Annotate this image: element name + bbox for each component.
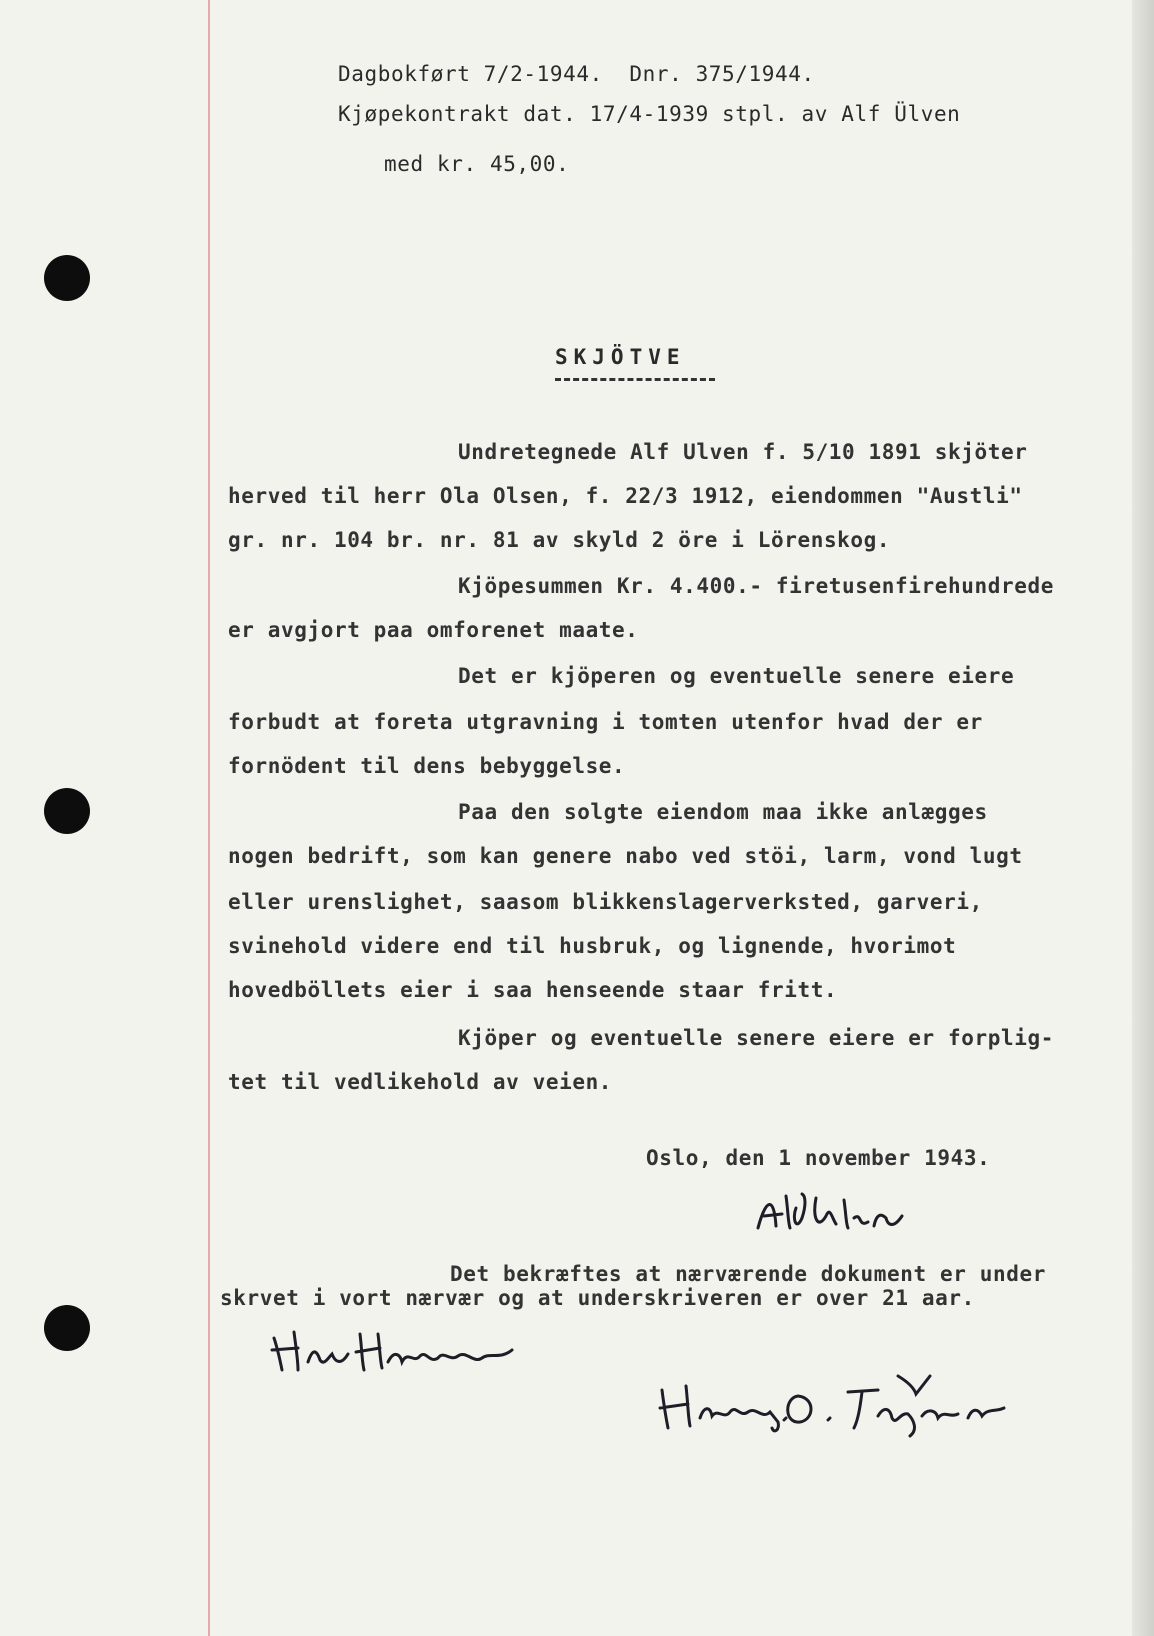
attestation-line-2: skrvet i vort nærvær og at underskriveren er over 21 aar.: [220, 1286, 975, 1310]
body-line: Kjöpesummen Kr. 4.400.- firetusenfirehundrede: [458, 574, 1054, 598]
page-edge: [1132, 0, 1154, 1636]
body-line: fornödent til dens bebyggelse.: [228, 754, 626, 778]
witness-signature-2: [652, 1368, 1012, 1438]
body-line: Det er kjöperen og eventuelle senere eiere: [458, 664, 1015, 688]
document-title: SKJÖTVE: [555, 345, 686, 369]
body-line: hovedböllets eier i saa henseende staar fritt.: [228, 978, 838, 1002]
body-line: tet til vedlikehold av veien.: [228, 1070, 613, 1094]
registration-line-3: med kr. 45,00.: [384, 152, 570, 176]
body-line: nogen bedrift, som kan genere nabo ved stöi, larm, vond lugt: [228, 844, 1023, 868]
body-line: eller urenslighet, saasom blikkenslagerverksted, garveri,: [228, 890, 983, 914]
body-line: gr. nr. 104 br. nr. 81 av skyld 2 öre i Lörenskog.: [228, 528, 891, 552]
punch-hole: [44, 788, 90, 834]
body-line: Undretegnede Alf Ulven f. 5/10 1891 skjöter: [458, 440, 1028, 464]
body-line: forbudt at foreta utgravning i tomten utenfor hvad der er: [228, 710, 983, 734]
margin-line: [208, 0, 210, 1636]
body-line: Kjöper og eventuelle senere eiere er forplig-: [458, 1026, 1054, 1050]
attestation-line-1: Det bekræftes at nærværende dokument er under: [450, 1262, 1046, 1286]
body-line: svinehold videre end til husbruk, og lignende, hvorimot: [228, 934, 957, 958]
title-underline: [555, 378, 715, 381]
body-line: herved til herr Ola Olsen, f. 22/3 1912, eiendommen "Austli": [228, 484, 1023, 508]
punch-hole: [44, 255, 90, 301]
registration-line-1: Dagbokført 7/2-1944. Dnr. 375/1944.: [338, 62, 815, 86]
body-line: Paa den solgte eiendom maa ikke anlægges: [458, 800, 988, 824]
seller-signature: [752, 1188, 922, 1238]
registration-line-2: Kjøpekontrakt dat. 17/4-1939 stpl. av Alf Ülven: [338, 102, 961, 126]
body-line: er avgjort paa omforenet maate.: [228, 618, 639, 642]
witness-signature-1: [268, 1320, 528, 1380]
place-date: Oslo, den 1 november 1943.: [646, 1146, 991, 1170]
punch-hole: [44, 1305, 90, 1351]
